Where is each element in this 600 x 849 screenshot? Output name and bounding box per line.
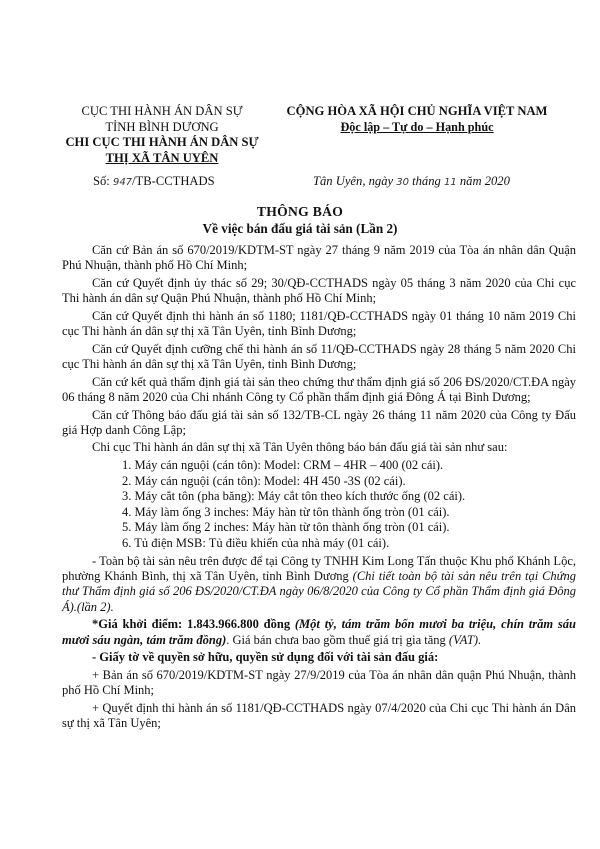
national-title: CỘNG HÒA XÃ HỘI CHỦ NGHĨA VIỆT NAM bbox=[286, 104, 548, 118]
number-prefix: Số: bbox=[93, 174, 113, 188]
issuing-agency-header bbox=[62, 104, 262, 166]
asset-item: 4. Máy làm ống 3 inches: Máy hàn từ tôn thành ống tròn (01 cái). bbox=[122, 504, 450, 519]
location-text: - Toàn bộ tài sản nêu trên được để tại Công ty TNHH Kim Long Tấn thuộc Khu phố Khánh Lộc, phường Khánh Bình, thị xã Tân Uyên, tỉnh Bình Dương bbox=[62, 553, 576, 583]
document-subtitle: Về việc bán đấu giá tài sản (Lần 2) bbox=[202, 221, 398, 236]
agency-line-2: TỈNH BÌNH DƯƠNG bbox=[105, 119, 219, 134]
asset-list bbox=[62, 458, 576, 552]
asset-item: 6. Tủ điện MSB: Tủ điều khiển của nhà máy (01 cái). bbox=[122, 535, 390, 550]
starting-price bbox=[62, 617, 576, 648]
paragraph: Căn cứ kết quả thẩm định giá tài sản theo chứng thư thẩm định giá số 206 ĐS/2020/CT.ĐA ngày 06 tháng 8 năm 2020 của Chi nhánh Công ty Cổ phần thẩm định giá Đông Á tại Bình Dương; bbox=[62, 374, 576, 405]
number-handwritten: 947 bbox=[112, 177, 133, 188]
asset-item: 1. Máy cán nguội (cán tôn): Model: CRM – 4HR – 400 (02 cái). bbox=[122, 457, 444, 472]
date-part-3: năm 2020 bbox=[456, 174, 510, 188]
paragraph: Chi cục Thi hành án dân sự thị xã Tân Uyên thông báo bán đấu giá tài sản như sau: bbox=[92, 440, 508, 455]
paragraph: Căn cứ Quyết định thi hành án số 1180; 1181/QĐ-CCTHADS ngày 01 tháng 10 năm 2019 Chi cục Thi hành án dân sự thị xã Tân Uyên, tỉnh Bình Dương; bbox=[62, 308, 576, 339]
date-part-1: Tân Uyên, ngày bbox=[313, 174, 397, 188]
asset-item: 2. Máy cán nguội (cán tôn): Model: 4H 450 -3S (02 cái). bbox=[122, 473, 406, 488]
ownership-doc: + Bản án số 670/2019/KDTM-ST ngày 27/9/2019 của Tòa án nhân dân quận Phú Nhuận, thành phố Hồ Chí Minh; bbox=[62, 667, 576, 698]
ownership-docs-heading: - Giấy tờ về quyền sở hữu, quyền sử dụng đối với tài sản đấu giá: bbox=[92, 650, 439, 665]
number-suffix: /TB-CCTHADS bbox=[132, 174, 215, 188]
price-in-words: (Một tỷ, tám trăm bốn mươi ba triệu, chín trăm sáu mươi sáu ngàn, tám trăm đồng) bbox=[62, 617, 576, 647]
paragraph: Căn cứ Quyết định ủy thác số 29; 30/QĐ-CCTHADS ngày 05 tháng 3 năm 2020 của Chi cục Thi hành án dân sự Quận Phú Nhuận, thành phố Hồ Chí Minh; bbox=[62, 275, 576, 306]
document-body bbox=[62, 243, 576, 733]
agency-line-4: THỊ XÃ TÂN UYÊN bbox=[105, 150, 219, 165]
ownership-doc: + Quyết định thi hành án số 1181/QĐ-CCTHADS ngày 07/4/2020 của Chi cục Thi hành án Dân sự thị xã Tân Uyên; bbox=[62, 700, 576, 730]
date-month: 11 bbox=[443, 177, 457, 188]
date-part-2: tháng bbox=[408, 174, 444, 188]
national-header bbox=[262, 104, 572, 135]
asset-item: 5. Máy làm ống 2 inches: Máy hàn từ tôn thành ống tròn (01 cái). bbox=[122, 520, 450, 535]
date-day: 30 bbox=[396, 177, 409, 188]
price-vat: (VAT). bbox=[448, 632, 482, 647]
paragraph: Căn cứ Bản án số 670/2019/KDTM-ST ngày 27 tháng 9 năm 2019 của Tòa án nhân dân Quận Phú Nhuận, thành phố Hồ Chí Minh; bbox=[62, 243, 576, 273]
document-title: THÔNG BÁO bbox=[256, 204, 344, 219]
price-label: *Giá khởi điểm: 1.843.966.800 đồng bbox=[92, 617, 295, 632]
agency-line-1: CỤC THI HÀNH ÁN DÂN SỰ bbox=[81, 104, 243, 118]
document-number bbox=[93, 174, 215, 189]
location-detail: (Chi tiết toàn bộ tài sản nêu trên tại Chứng thư Thẩm định giá số 206 ĐS/2020/CT.ĐA ngày 06/8/2020 của Công ty Cổ phần Thẩm định giá Đông Á).(lần 2). bbox=[62, 568, 576, 614]
agency-line-3: CHI CỤC THI HÀNH ÁN DÂN SỰ bbox=[65, 135, 259, 149]
paragraph: Căn cứ Quyết định cưỡng chế thi hành án số 11/QĐ-CCTHADS ngày 28 tháng 5 năm 2020 Chi cục Thi hành án dân sự thị xã Tân Uyên, tỉnh Bình Dương; bbox=[62, 341, 576, 372]
national-motto: Độc lập – Tự do – Hạnh phúc bbox=[340, 119, 494, 134]
paragraph: Căn cứ Thông báo đấu giá tài sản số 132/TB-CL ngày 26 tháng 11 năm 2020 của Công ty Đấu giá Hợp danh Công Lập; bbox=[62, 407, 576, 437]
asset-location bbox=[62, 554, 576, 616]
asset-item: 3. Máy cắt tôn (pha băng): Máy cắt tôn theo kích thước ống (02 cái). bbox=[122, 489, 466, 504]
price-note: . Giá bán chưa bao gồm thuế giá trị gia tăng bbox=[226, 632, 449, 647]
document-date bbox=[313, 174, 510, 189]
